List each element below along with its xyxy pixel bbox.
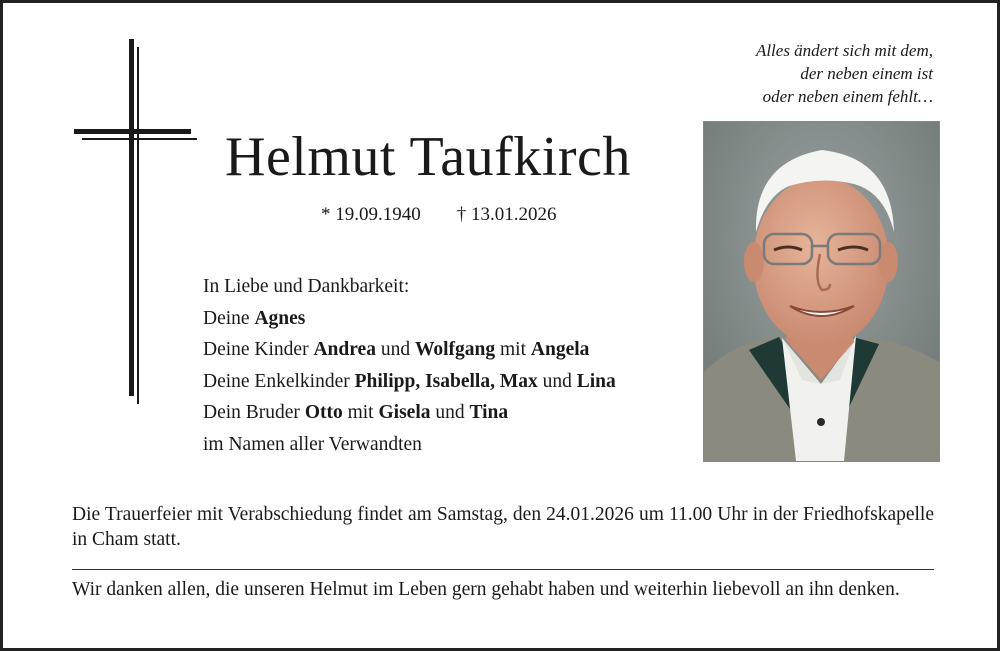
quote-line: der neben einem ist: [800, 64, 933, 83]
mourners-intro: In Liebe und Dankbarkeit:: [203, 276, 410, 297]
quote: [756, 39, 933, 108]
death-date: † 13.01.2026: [456, 204, 557, 225]
life-dates: [321, 203, 557, 227]
mourners-list: [203, 271, 616, 460]
mourner-line: Deine Agnes: [203, 307, 306, 329]
mourners-closing: im Namen aller Verwandten: [203, 433, 422, 455]
portrait-photo: [703, 121, 940, 462]
mourner-line: Deine Kinder Andrea und Wolfgang mit Angela: [203, 339, 590, 360]
deceased-name: Helmut Taufkirch: [225, 126, 631, 188]
mourner-line: Dein Bruder Otto mit Gisela und Tina: [203, 402, 509, 423]
quote-line: oder neben einem fehlt…: [762, 87, 933, 106]
mourner-line: Deine Enkelkinder Philipp, Isabella, Max und Lina: [203, 370, 616, 392]
birth-date: * 19.09.1940: [321, 204, 421, 225]
quote-line: Alles ändert sich mit dem,: [755, 41, 933, 60]
divider: [72, 569, 934, 570]
ceremony-notice: Die Trauerfeier mit Verabschiedung findet am Samstag, den 24.01.2026 um 11.00 Uhr in der Friedhofskapelle in Cham statt.: [72, 504, 934, 550]
thanks-notice: Wir danken allen, die unseren Helmut im Leben gern gehabt haben und weiterhin liebevoll an ihn denken.: [72, 579, 900, 600]
